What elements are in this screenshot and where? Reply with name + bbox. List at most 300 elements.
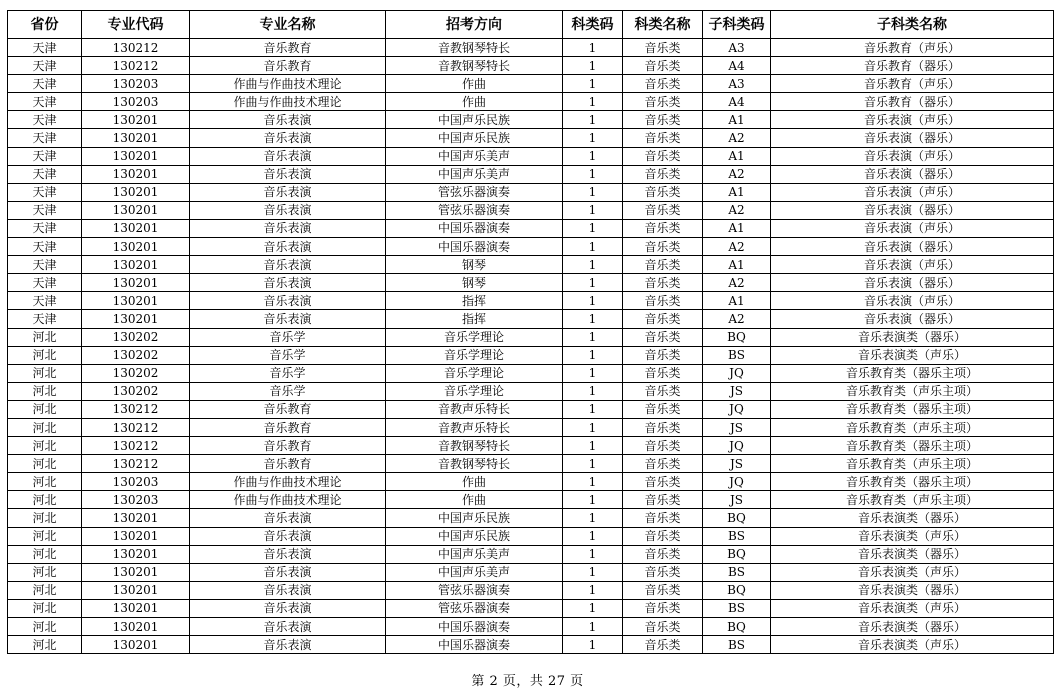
cell-province: 河北 — [8, 527, 82, 545]
cell-subcategory-code: JQ — [703, 473, 771, 491]
cell-exam-direction: 音乐学理论 — [386, 328, 563, 346]
cell-category-name: 音乐类 — [623, 256, 703, 274]
cell-province: 天津 — [8, 256, 82, 274]
cell-category-code: 1 — [563, 491, 623, 509]
cell-major-code: 130203 — [82, 93, 190, 111]
cell-category-name: 音乐类 — [623, 437, 703, 455]
table-row — [8, 636, 1054, 654]
cell-category-code: 1 — [563, 328, 623, 346]
cell-subcategory-name: 音乐教育（声乐） — [771, 39, 1054, 57]
cell-major-name: 音乐表演 — [190, 618, 386, 636]
cell-category-code: 1 — [563, 527, 623, 545]
cell-subcategory-code: A1 — [703, 111, 771, 129]
cell-subcategory-code: JS — [703, 455, 771, 473]
cell-subcategory-name: 音乐表演类（器乐） — [771, 581, 1054, 599]
cell-major-code: 130201 — [82, 292, 190, 310]
cell-category-name: 音乐类 — [623, 382, 703, 400]
table-row — [8, 473, 1054, 491]
cell-category-name: 音乐类 — [623, 581, 703, 599]
cell-exam-direction: 音乐学理论 — [386, 382, 563, 400]
cell-category-code: 1 — [563, 636, 623, 654]
cell-category-name: 音乐类 — [623, 238, 703, 256]
header-category-code: 科类码 — [563, 11, 623, 39]
cell-category-name: 音乐类 — [623, 57, 703, 75]
cell-subcategory-code: JS — [703, 382, 771, 400]
cell-category-name: 音乐类 — [623, 599, 703, 617]
cell-subcategory-code: JS — [703, 418, 771, 436]
cell-exam-direction: 作曲 — [386, 93, 563, 111]
cell-category-name: 音乐类 — [623, 93, 703, 111]
cell-major-name: 音乐教育 — [190, 57, 386, 75]
cell-category-code: 1 — [563, 75, 623, 93]
cell-exam-direction: 音教声乐特长 — [386, 418, 563, 436]
cell-major-name: 音乐表演 — [190, 183, 386, 201]
cell-category-name: 音乐类 — [623, 219, 703, 237]
cell-province: 天津 — [8, 183, 82, 201]
cell-subcategory-name: 音乐表演（声乐） — [771, 147, 1054, 165]
cell-subcategory-name: 音乐表演（器乐） — [771, 201, 1054, 219]
cell-major-name: 音乐表演 — [190, 129, 386, 147]
cell-subcategory-code: A2 — [703, 201, 771, 219]
cell-exam-direction: 音教钢琴特长 — [386, 57, 563, 75]
cell-major-name: 音乐表演 — [190, 310, 386, 328]
cell-major-name: 作曲与作曲技术理论 — [190, 473, 386, 491]
table-row — [8, 129, 1054, 147]
cell-major-name: 音乐表演 — [190, 545, 386, 563]
cell-province: 河北 — [8, 418, 82, 436]
cell-subcategory-name: 音乐表演（器乐） — [771, 129, 1054, 147]
cell-exam-direction: 中国声乐民族 — [386, 527, 563, 545]
cell-province: 河北 — [8, 364, 82, 382]
cell-major-code: 130212 — [82, 57, 190, 75]
cell-category-name: 音乐类 — [623, 111, 703, 129]
cell-category-name: 音乐类 — [623, 545, 703, 563]
cell-subcategory-name: 音乐表演类（器乐） — [771, 618, 1054, 636]
table-row — [8, 400, 1054, 418]
table-row — [8, 39, 1054, 57]
table-row — [8, 219, 1054, 237]
cell-subcategory-name: 音乐表演类（器乐） — [771, 328, 1054, 346]
cell-subcategory-name: 音乐表演类（声乐） — [771, 599, 1054, 617]
cell-subcategory-code: JQ — [703, 400, 771, 418]
cell-province: 天津 — [8, 238, 82, 256]
cell-major-code: 130212 — [82, 39, 190, 57]
cell-subcategory-code: A1 — [703, 292, 771, 310]
cell-subcategory-code: BQ — [703, 581, 771, 599]
cell-exam-direction: 中国声乐美声 — [386, 545, 563, 563]
cell-province: 天津 — [8, 201, 82, 219]
cell-major-code: 130201 — [82, 599, 190, 617]
cell-category-code: 1 — [563, 147, 623, 165]
cell-subcategory-code: A2 — [703, 165, 771, 183]
cell-subcategory-code: A1 — [703, 183, 771, 201]
cell-exam-direction: 指挥 — [386, 310, 563, 328]
cell-subcategory-code: BQ — [703, 509, 771, 527]
cell-category-code: 1 — [563, 129, 623, 147]
cell-exam-direction: 作曲 — [386, 491, 563, 509]
cell-subcategory-code: BS — [703, 346, 771, 364]
cell-subcategory-name: 音乐表演类（声乐） — [771, 346, 1054, 364]
cell-exam-direction: 音教钢琴特长 — [386, 455, 563, 473]
cell-category-name: 音乐类 — [623, 201, 703, 219]
cell-category-name: 音乐类 — [623, 618, 703, 636]
cell-category-code: 1 — [563, 201, 623, 219]
table-row — [8, 509, 1054, 527]
cell-major-name: 音乐学 — [190, 382, 386, 400]
cell-province: 天津 — [8, 39, 82, 57]
cell-major-code: 130212 — [82, 437, 190, 455]
cell-subcategory-name: 音乐表演类（声乐） — [771, 527, 1054, 545]
cell-category-name: 音乐类 — [623, 274, 703, 292]
table-row — [8, 111, 1054, 129]
cell-category-name: 音乐类 — [623, 346, 703, 364]
cell-category-name: 音乐类 — [623, 563, 703, 581]
cell-major-code: 130201 — [82, 563, 190, 581]
cell-category-code: 1 — [563, 599, 623, 617]
table-row — [8, 455, 1054, 473]
cell-subcategory-name: 音乐表演类（声乐） — [771, 563, 1054, 581]
header-row — [8, 11, 1054, 39]
cell-category-code: 1 — [563, 39, 623, 57]
cell-major-code: 130201 — [82, 527, 190, 545]
cell-major-name: 音乐表演 — [190, 599, 386, 617]
cell-subcategory-code: A3 — [703, 75, 771, 93]
table-row — [8, 183, 1054, 201]
cell-category-name: 音乐类 — [623, 39, 703, 57]
cell-exam-direction: 中国声乐民族 — [386, 509, 563, 527]
cell-subcategory-name: 音乐表演（器乐） — [771, 310, 1054, 328]
cell-major-name: 音乐表演 — [190, 292, 386, 310]
cell-subcategory-code: BS — [703, 563, 771, 581]
cell-major-code: 130201 — [82, 581, 190, 599]
cell-major-name: 作曲与作曲技术理论 — [190, 93, 386, 111]
cell-exam-direction: 中国乐器演奏 — [386, 238, 563, 256]
cell-subcategory-name: 音乐教育类（声乐主项） — [771, 491, 1054, 509]
cell-subcategory-name: 音乐教育（声乐） — [771, 75, 1054, 93]
cell-major-name: 音乐表演 — [190, 238, 386, 256]
table-body — [8, 39, 1054, 654]
cell-category-code: 1 — [563, 473, 623, 491]
cell-subcategory-name: 音乐表演（器乐） — [771, 274, 1054, 292]
cell-category-code: 1 — [563, 256, 623, 274]
cell-province: 天津 — [8, 93, 82, 111]
cell-category-code: 1 — [563, 563, 623, 581]
cell-subcategory-name: 音乐表演（声乐） — [771, 111, 1054, 129]
cell-major-code: 130201 — [82, 111, 190, 129]
cell-subcategory-code: JS — [703, 491, 771, 509]
cell-subcategory-code: A2 — [703, 310, 771, 328]
cell-major-code: 130201 — [82, 636, 190, 654]
cell-major-name: 音乐表演 — [190, 581, 386, 599]
cell-subcategory-name: 音乐教育（器乐） — [771, 57, 1054, 75]
table-row — [8, 364, 1054, 382]
cell-major-name: 音乐表演 — [190, 256, 386, 274]
cell-major-code: 130201 — [82, 238, 190, 256]
cell-subcategory-code: A4 — [703, 57, 771, 75]
cell-major-code: 130212 — [82, 400, 190, 418]
cell-exam-direction: 音乐学理论 — [386, 364, 563, 382]
cell-subcategory-name: 音乐教育类（声乐主项） — [771, 455, 1054, 473]
cell-subcategory-code: BS — [703, 636, 771, 654]
cell-province: 天津 — [8, 57, 82, 75]
cell-major-name: 音乐表演 — [190, 201, 386, 219]
table-row — [8, 618, 1054, 636]
cell-major-name: 音乐表演 — [190, 636, 386, 654]
cell-province: 河北 — [8, 545, 82, 563]
cell-major-code: 130201 — [82, 183, 190, 201]
cell-province: 河北 — [8, 400, 82, 418]
cell-major-name: 音乐表演 — [190, 219, 386, 237]
cell-subcategory-code: A2 — [703, 238, 771, 256]
table-row — [8, 201, 1054, 219]
table-row — [8, 563, 1054, 581]
cell-major-code: 130201 — [82, 129, 190, 147]
table-row — [8, 238, 1054, 256]
cell-category-code: 1 — [563, 618, 623, 636]
cell-exam-direction: 指挥 — [386, 292, 563, 310]
cell-major-name: 音乐学 — [190, 364, 386, 382]
cell-category-code: 1 — [563, 545, 623, 563]
table-row — [8, 147, 1054, 165]
cell-major-name: 音乐表演 — [190, 165, 386, 183]
cell-major-name: 音乐表演 — [190, 274, 386, 292]
cell-category-name: 音乐类 — [623, 183, 703, 201]
cell-major-name: 音乐表演 — [190, 147, 386, 165]
cell-major-code: 130201 — [82, 509, 190, 527]
cell-major-code: 130201 — [82, 201, 190, 219]
cell-subcategory-code: BS — [703, 527, 771, 545]
cell-major-code: 130201 — [82, 274, 190, 292]
cell-exam-direction: 音乐学理论 — [386, 346, 563, 364]
cell-major-code: 130203 — [82, 473, 190, 491]
cell-province: 天津 — [8, 310, 82, 328]
cell-category-code: 1 — [563, 509, 623, 527]
cell-subcategory-code: A3 — [703, 39, 771, 57]
cell-major-name: 音乐教育 — [190, 418, 386, 436]
cell-category-name: 音乐类 — [623, 400, 703, 418]
cell-province: 河北 — [8, 328, 82, 346]
cell-subcategory-code: JQ — [703, 437, 771, 455]
cell-category-code: 1 — [563, 418, 623, 436]
cell-category-name: 音乐类 — [623, 509, 703, 527]
cell-exam-direction: 中国乐器演奏 — [386, 618, 563, 636]
table-row — [8, 328, 1054, 346]
cell-subcategory-code: A1 — [703, 256, 771, 274]
cell-category-code: 1 — [563, 292, 623, 310]
cell-major-name: 音乐表演 — [190, 563, 386, 581]
cell-province: 河北 — [8, 563, 82, 581]
header-exam-direction: 招考方向 — [386, 11, 563, 39]
table-header — [8, 11, 1054, 39]
cell-province: 天津 — [8, 219, 82, 237]
cell-category-code: 1 — [563, 437, 623, 455]
cell-subcategory-name: 音乐表演（声乐） — [771, 183, 1054, 201]
header-major-name: 专业名称 — [190, 11, 386, 39]
cell-exam-direction: 作曲 — [386, 75, 563, 93]
cell-province: 天津 — [8, 292, 82, 310]
cell-exam-direction: 钢琴 — [386, 274, 563, 292]
cell-subcategory-name: 音乐教育类（器乐主项） — [771, 364, 1054, 382]
cell-subcategory-name: 音乐教育（器乐） — [771, 93, 1054, 111]
header-subcategory-code: 子科类码 — [703, 11, 771, 39]
cell-province: 天津 — [8, 129, 82, 147]
table-row — [8, 57, 1054, 75]
cell-category-name: 音乐类 — [623, 636, 703, 654]
cell-major-code: 130201 — [82, 545, 190, 563]
cell-major-name: 音乐教育 — [190, 455, 386, 473]
header-province: 省份 — [8, 11, 82, 39]
table-row — [8, 382, 1054, 400]
table-row — [8, 292, 1054, 310]
cell-exam-direction: 音教钢琴特长 — [386, 39, 563, 57]
cell-province: 河北 — [8, 491, 82, 509]
cell-province: 河北 — [8, 581, 82, 599]
cell-category-name: 音乐类 — [623, 75, 703, 93]
cell-subcategory-name: 音乐教育类（器乐主项） — [771, 437, 1054, 455]
cell-category-code: 1 — [563, 400, 623, 418]
cell-subcategory-name: 音乐表演（声乐） — [771, 292, 1054, 310]
cell-province: 河北 — [8, 455, 82, 473]
cell-category-name: 音乐类 — [623, 310, 703, 328]
cell-category-name: 音乐类 — [623, 129, 703, 147]
cell-major-name: 音乐表演 — [190, 509, 386, 527]
cell-subcategory-name: 音乐表演类（器乐） — [771, 545, 1054, 563]
table-row — [8, 491, 1054, 509]
cell-major-code: 130202 — [82, 346, 190, 364]
cell-subcategory-code: BQ — [703, 328, 771, 346]
table-row — [8, 599, 1054, 617]
table-row — [8, 274, 1054, 292]
cell-major-code: 130212 — [82, 418, 190, 436]
cell-category-name: 音乐类 — [623, 364, 703, 382]
cell-major-code: 130201 — [82, 165, 190, 183]
cell-category-code: 1 — [563, 93, 623, 111]
cell-province: 河北 — [8, 618, 82, 636]
cell-province: 天津 — [8, 165, 82, 183]
cell-major-name: 音乐教育 — [190, 437, 386, 455]
cell-exam-direction: 钢琴 — [386, 256, 563, 274]
cell-major-name: 音乐教育 — [190, 400, 386, 418]
cell-exam-direction: 中国声乐美声 — [386, 563, 563, 581]
cell-category-code: 1 — [563, 274, 623, 292]
table-row — [8, 545, 1054, 563]
cell-province: 河北 — [8, 346, 82, 364]
cell-subcategory-name: 音乐教育类（器乐主项） — [771, 400, 1054, 418]
cell-exam-direction: 管弦乐器演奏 — [386, 183, 563, 201]
table-row — [8, 418, 1054, 436]
cell-major-code: 130202 — [82, 328, 190, 346]
table-row — [8, 75, 1054, 93]
cell-category-name: 音乐类 — [623, 455, 703, 473]
cell-category-code: 1 — [563, 346, 623, 364]
cell-major-code: 130201 — [82, 618, 190, 636]
table-row — [8, 346, 1054, 364]
cell-subcategory-name: 音乐教育类（器乐主项） — [771, 473, 1054, 491]
cell-major-name: 音乐学 — [190, 328, 386, 346]
cell-major-name: 音乐教育 — [190, 39, 386, 57]
cell-major-code: 130202 — [82, 364, 190, 382]
cell-exam-direction: 中国声乐美声 — [386, 147, 563, 165]
cell-subcategory-code: JQ — [703, 364, 771, 382]
cell-exam-direction: 音教声乐特长 — [386, 400, 563, 418]
cell-exam-direction: 管弦乐器演奏 — [386, 599, 563, 617]
cell-major-code: 130203 — [82, 491, 190, 509]
cell-major-code: 130201 — [82, 147, 190, 165]
cell-province: 天津 — [8, 75, 82, 93]
table-row — [8, 527, 1054, 545]
cell-province: 天津 — [8, 147, 82, 165]
cell-category-name: 音乐类 — [623, 165, 703, 183]
data-table — [7, 10, 1054, 654]
cell-province: 河北 — [8, 437, 82, 455]
cell-exam-direction: 中国乐器演奏 — [386, 636, 563, 654]
cell-subcategory-name: 音乐表演类（器乐） — [771, 509, 1054, 527]
table-row — [8, 437, 1054, 455]
cell-category-name: 音乐类 — [623, 527, 703, 545]
cell-exam-direction: 音教钢琴特长 — [386, 437, 563, 455]
header-category-name: 科类名称 — [623, 11, 703, 39]
cell-subcategory-code: BS — [703, 599, 771, 617]
page-footer: 第 2 页，共 27 页 — [471, 674, 584, 689]
cell-category-code: 1 — [563, 581, 623, 599]
cell-province: 天津 — [8, 274, 82, 292]
cell-subcategory-name: 音乐表演（声乐） — [771, 256, 1054, 274]
cell-exam-direction: 管弦乐器演奏 — [386, 581, 563, 599]
cell-major-code: 130201 — [82, 310, 190, 328]
cell-province: 河北 — [8, 509, 82, 527]
cell-major-code: 130212 — [82, 455, 190, 473]
cell-province: 河北 — [8, 473, 82, 491]
cell-major-code: 130201 — [82, 256, 190, 274]
cell-major-code: 130201 — [82, 219, 190, 237]
table-row — [8, 581, 1054, 599]
header-major-code: 专业代码 — [82, 11, 190, 39]
cell-subcategory-name: 音乐教育类（声乐主项） — [771, 382, 1054, 400]
cell-subcategory-code: A1 — [703, 147, 771, 165]
cell-category-code: 1 — [563, 455, 623, 473]
cell-subcategory-name: 音乐表演（声乐） — [771, 219, 1054, 237]
cell-category-code: 1 — [563, 238, 623, 256]
cell-category-code: 1 — [563, 382, 623, 400]
cell-exam-direction: 中国声乐美声 — [386, 165, 563, 183]
cell-subcategory-code: BQ — [703, 545, 771, 563]
table-row — [8, 93, 1054, 111]
table-row — [8, 310, 1054, 328]
cell-category-name: 音乐类 — [623, 418, 703, 436]
cell-category-code: 1 — [563, 183, 623, 201]
header-subcategory-name: 子科类名称 — [771, 11, 1054, 39]
cell-subcategory-code: A4 — [703, 93, 771, 111]
cell-category-name: 音乐类 — [623, 473, 703, 491]
cell-subcategory-code: BQ — [703, 618, 771, 636]
cell-major-name: 音乐表演 — [190, 527, 386, 545]
cell-major-name: 作曲与作曲技术理论 — [190, 491, 386, 509]
cell-province: 河北 — [8, 636, 82, 654]
cell-exam-direction: 中国乐器演奏 — [386, 219, 563, 237]
cell-exam-direction: 管弦乐器演奏 — [386, 201, 563, 219]
cell-exam-direction: 作曲 — [386, 473, 563, 491]
cell-major-code: 130202 — [82, 382, 190, 400]
cell-major-code: 130203 — [82, 75, 190, 93]
cell-province: 河北 — [8, 382, 82, 400]
cell-subcategory-name: 音乐表演（器乐） — [771, 165, 1054, 183]
cell-subcategory-name: 音乐表演类（声乐） — [771, 636, 1054, 654]
cell-category-code: 1 — [563, 165, 623, 183]
cell-category-name: 音乐类 — [623, 292, 703, 310]
cell-exam-direction: 中国声乐民族 — [386, 129, 563, 147]
cell-major-name: 作曲与作曲技术理论 — [190, 75, 386, 93]
cell-category-name: 音乐类 — [623, 328, 703, 346]
